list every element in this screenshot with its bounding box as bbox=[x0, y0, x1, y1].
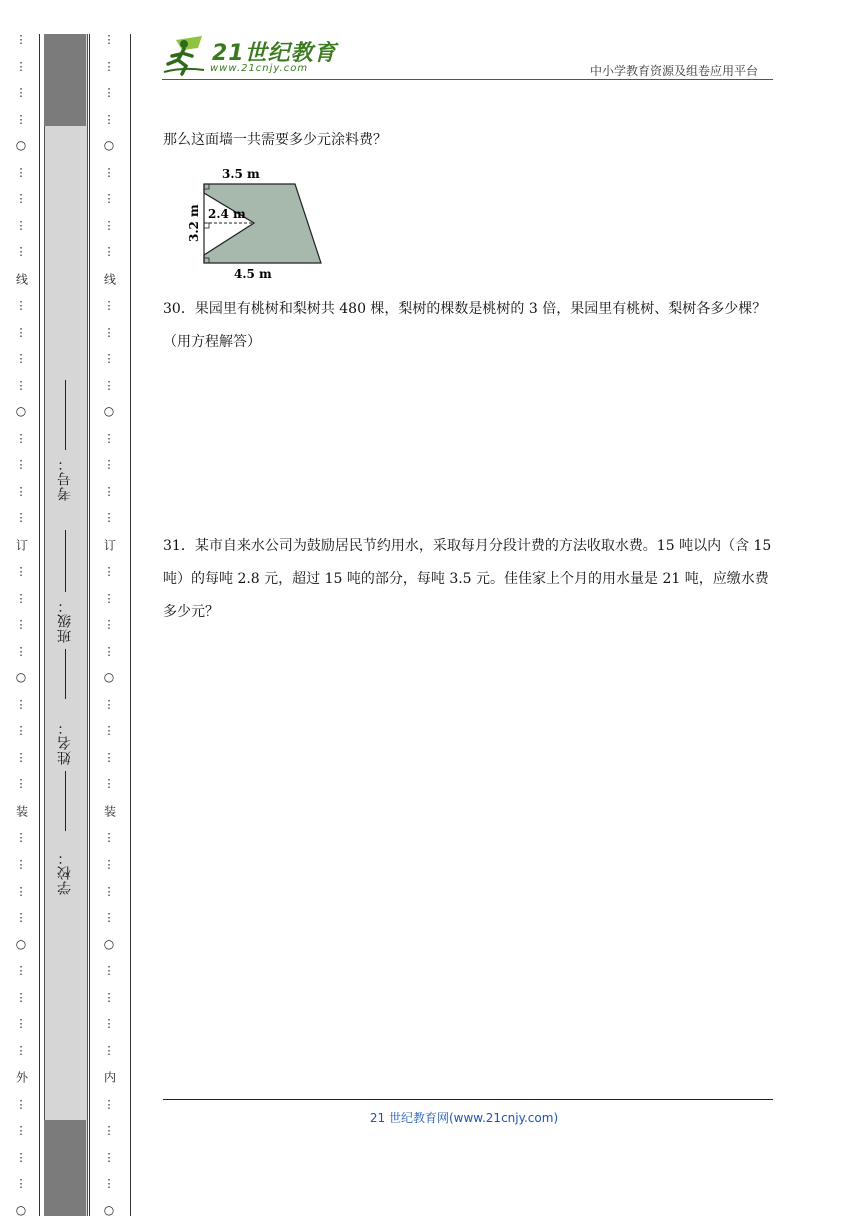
name-label: 姓名： bbox=[57, 720, 73, 765]
footer-rule bbox=[163, 1099, 773, 1100]
school-label: 学校： bbox=[57, 850, 73, 895]
info-band-bottom-block bbox=[44, 1120, 86, 1216]
info-band-top-block bbox=[44, 34, 86, 126]
outer-binding-dots: ⋮ ⋮ ⋮ ⋮ ○ ⋮ ⋮ ⋮ ⋮ 线 ⋮ ⋮ ⋮ ⋮ ○ ⋮ ⋮ ⋮ ⋮ 订 ⋮ ⋮ ⋮ ⋮ ○ ⋮ ⋮ ⋮ ⋮ 装 ⋮ ⋮ ⋮ ⋮ ○ ⋮ ⋮ ⋮ ⋮ 外 ⋮ ⋮ ⋮ ⋮ ○ bbox=[14, 33, 29, 1217]
inner-mark-line: 线 bbox=[102, 272, 117, 285]
binding-line-right bbox=[130, 34, 131, 1216]
school-field[interactable] bbox=[52, 850, 78, 895]
inner-mark-ding: 订 bbox=[102, 538, 117, 551]
question-29-tail: 那么这面墙一共需要多少元涂料费？ bbox=[163, 132, 387, 148]
outer-mark-ding: 订 bbox=[14, 538, 29, 551]
outer-mark-line: 线 bbox=[14, 272, 29, 285]
figure-label-top: 3.5 m bbox=[222, 167, 260, 181]
header-platform-text: 中小学教育资源及组卷应用平台 bbox=[590, 64, 759, 78]
header-rule bbox=[162, 79, 773, 80]
binding-line-inner bbox=[89, 34, 90, 1216]
question-30: 30．果园里有桃树和梨树共 480 棵，梨树的棵数是桃树的 3 倍，果园里有桃树、梨树各多少棵？（用方程解答） bbox=[163, 301, 767, 350]
outer-mark-wai: 外 bbox=[14, 1071, 29, 1084]
figure-label-left: 3.2 m bbox=[187, 204, 201, 242]
figure-label-bottom: 4.5 m bbox=[234, 267, 272, 281]
question-31: 31．某市自来水公司为鼓励居民节约用水，采取每月分段计费的方法收取水费。15 吨以内（含 15 吨）的每吨 2.8 元，超过 15 吨的部分，每吨 3.5 元。佳佳家上个月的用水量是 21 吨，应缴水费多少元？ bbox=[163, 538, 772, 620]
figure-label-inner: 2.4 m bbox=[208, 207, 246, 221]
inner-mark-nei: 内 bbox=[102, 1071, 117, 1084]
class-field[interactable] bbox=[52, 530, 78, 699]
inner-binding-dots: ⋮ ⋮ ⋮ ⋮ ○ ⋮ ⋮ ⋮ ⋮ 线 ⋮ ⋮ ⋮ ⋮ ○ ⋮ ⋮ ⋮ ⋮ 订 ⋮ ⋮ ⋮ ⋮ ○ ⋮ ⋮ ⋮ ⋮ 装 ⋮ ⋮ ⋮ ⋮ ○ ⋮ ⋮ ⋮ ⋮ 内 ⋮ ⋮ ⋮ ⋮ ○ bbox=[102, 33, 117, 1217]
binding-line-outer bbox=[39, 34, 40, 1216]
inner-mark-zhuang: 装 bbox=[102, 804, 117, 817]
wall-figure bbox=[182, 164, 332, 284]
footer bbox=[0, 1107, 860, 1126]
footer-link[interactable]: 21 世纪教育网(www.21cnjy.com) bbox=[369, 1111, 559, 1125]
exam-number-label: 考号： bbox=[57, 456, 73, 501]
logo-text: 21世纪教育 bbox=[212, 41, 337, 66]
name-field[interactable] bbox=[52, 720, 78, 831]
logo-url: www.21cnjy.com bbox=[210, 63, 309, 74]
exam-number-field[interactable] bbox=[52, 380, 78, 501]
class-label: 班级： bbox=[57, 598, 73, 643]
outer-mark-zhuang: 装 bbox=[14, 804, 29, 817]
